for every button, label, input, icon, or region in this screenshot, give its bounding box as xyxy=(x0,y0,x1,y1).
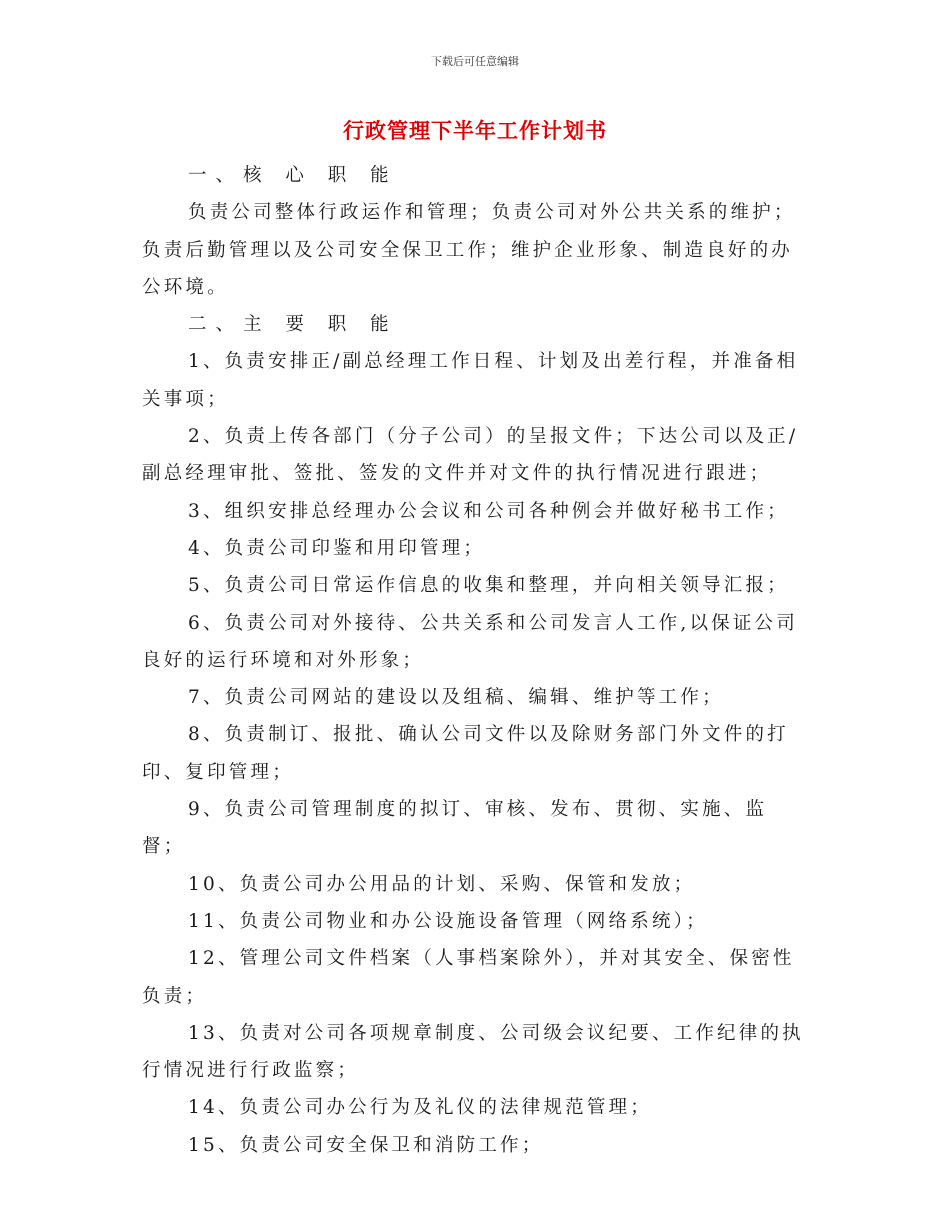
duty-item: 6、负责公司对外接待、公共关系和公司发言人工作,以保证公司良好的运行环境和对外形象； xyxy=(142,612,798,671)
duty-item: 14、负责公司办公行为及礼仪的法律规范管理； xyxy=(188,1097,652,1119)
duty-item: 8、负责制订、报批、确认公司文件以及除财务部门外文件的打印、复印管理； xyxy=(142,724,789,783)
duty-item: 5、负责公司日常运作信息的收集和整理，并向相关领导汇报； xyxy=(188,575,789,597)
duty-item: 3、组织安排总经理办公会议和公司各种例会并做好秘书工作； xyxy=(188,500,789,522)
duty-item: 13、负责对公司各项规章制度、公司级会议纪要、工作纪律的执行情况进行行政监察； xyxy=(142,1022,804,1082)
duty-item: 12、管理公司文件档案（人事档案除外），并对其安全、保密性负责； xyxy=(142,948,795,1007)
document-body xyxy=(142,157,810,1164)
duty-item: 9、负责公司管理制度的拟订、审核、发布、贯彻、实施、监督； xyxy=(142,799,768,858)
duty-item: 2、负责上传各部门（分子公司）的呈报文件；下达公司以及正/副总经理审批、签批、签发的文件并对文件的执行情况进行跟进； xyxy=(142,426,799,485)
document-title: 行政管理下半年工作计划书 xyxy=(343,119,607,143)
duty-item: 11、负责公司物业和办公设施设备管理（网络系统）； xyxy=(188,910,708,932)
duty-item: 15、负责公司安全保卫和消防工作； xyxy=(188,1134,544,1156)
duty-item: 1、负责安排正/副总经理工作日程、计划及出差行程，并准备相关事项； xyxy=(142,351,799,410)
duty-item: 4、负责公司印鉴和用印管理； xyxy=(188,537,486,559)
paragraph: 负责公司整体行政运作和管理；负责公司对外公共关系的维护；负责后勤管理以及公司安全保卫工作；维护企业形象、制造良好的办公环境。 xyxy=(142,202,796,298)
header-note: 下载后可任意编辑 xyxy=(431,55,519,68)
duty-item: 7、负责公司网站的建设以及组稿、编辑、维护等工作； xyxy=(188,687,724,709)
section-heading: 二、主 要 职 能 xyxy=(188,314,398,336)
duty-item: 10、负责公司办公用品的计划、采购、保管和发放； xyxy=(188,873,696,895)
section-heading: 一、核 心 职 能 xyxy=(188,165,398,186)
